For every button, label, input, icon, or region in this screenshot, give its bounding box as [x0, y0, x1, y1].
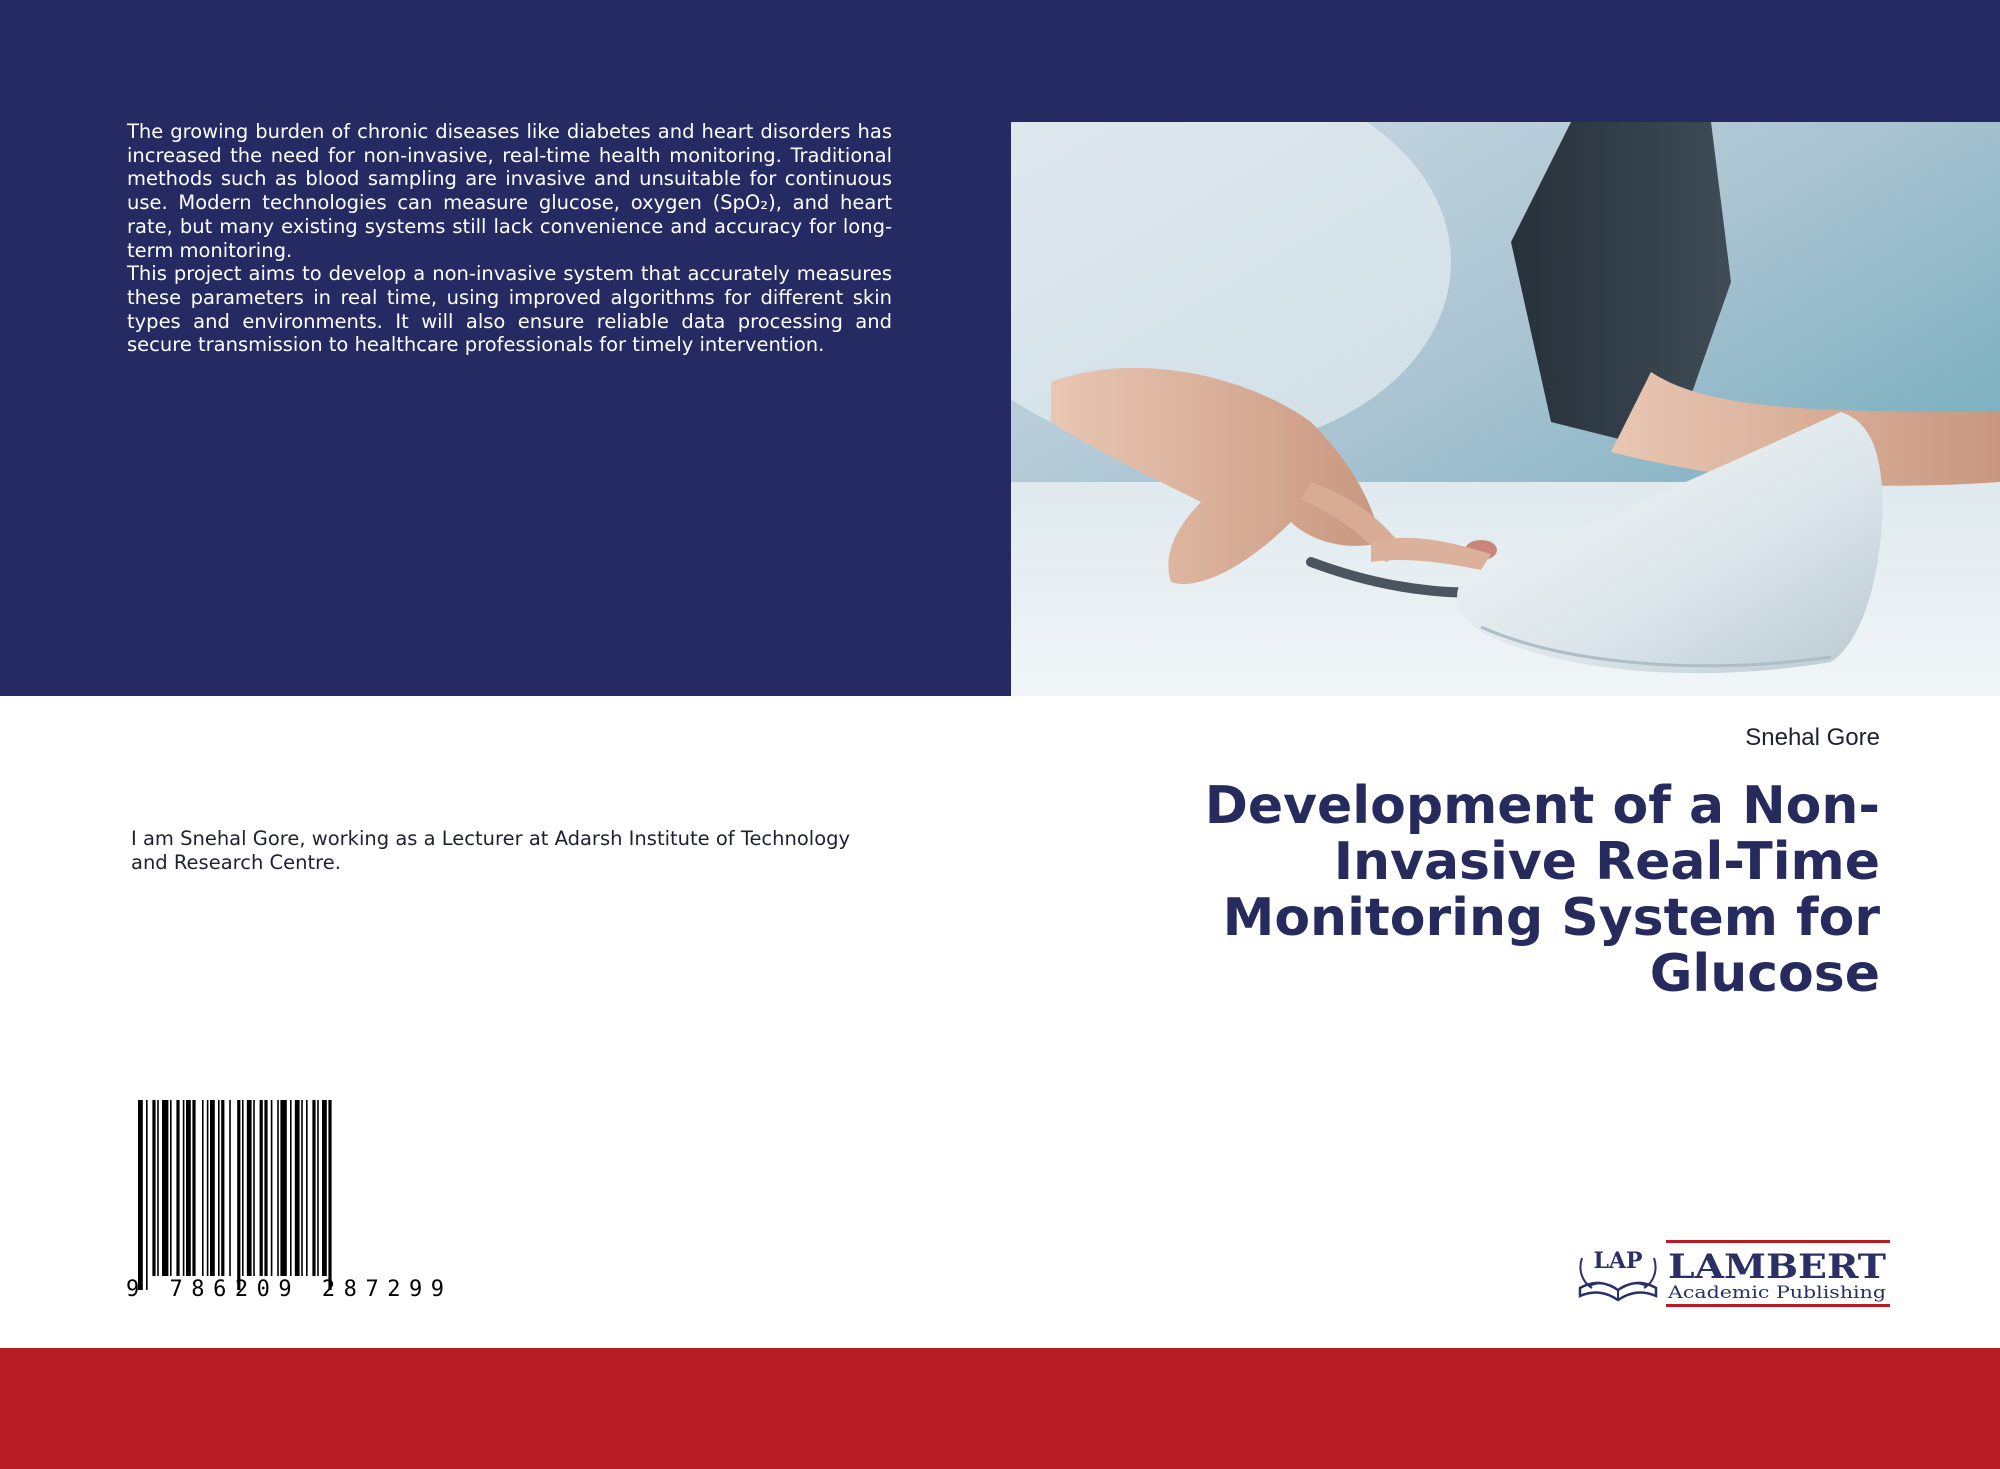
- author-bio: I am Snehal Gore, working as a Lecturer at Adarsh Institute of Technology and Research Centre.: [131, 827, 851, 874]
- isbn-digits: 9 786209 287299: [126, 1277, 445, 1300]
- front-cover-author: Snehal Gore: [1745, 724, 1880, 751]
- back-cover-blurb: [127, 120, 892, 357]
- blurb-paragraph-1: The growing burden of chronic diseases like diabetes and heart disorders has increased the need for non-invasive, real-time health monitoring. Traditional methods such as blood sampling are invasive and unsuitable for continuous use. Modern technologies can measure glucose, oxygen (SpO₂), and heart rate, but many existing systems still lack convenience and accuracy for long-term monitoring.: [127, 120, 892, 262]
- blurb-paragraph-2: This project aims to develop a non-invasive system that accurately measures these parameters in real time, using improved algorithms for different skin types and environments. It will also ensure reliable data processing and secure transmission to healthcare professionals for timely intervention.: [127, 262, 892, 357]
- cover-photo-blood-pressure-monitor: [1011, 122, 2000, 696]
- publisher-name: LAMBERT: [1668, 1247, 1886, 1287]
- lap-mark: LAP: [1593, 1248, 1643, 1274]
- isbn-barcode: [126, 1100, 461, 1300]
- book-title: Development of a Non-Invasive Real-Time Monitoring System for Glucose: [1204, 776, 1880, 1004]
- barcode-bars: [138, 1100, 332, 1290]
- bottom-red-band: [0, 1348, 2000, 1469]
- publisher-tagline: Academic Publishing: [1666, 1283, 1887, 1303]
- publisher-logo: [1576, 1236, 1890, 1310]
